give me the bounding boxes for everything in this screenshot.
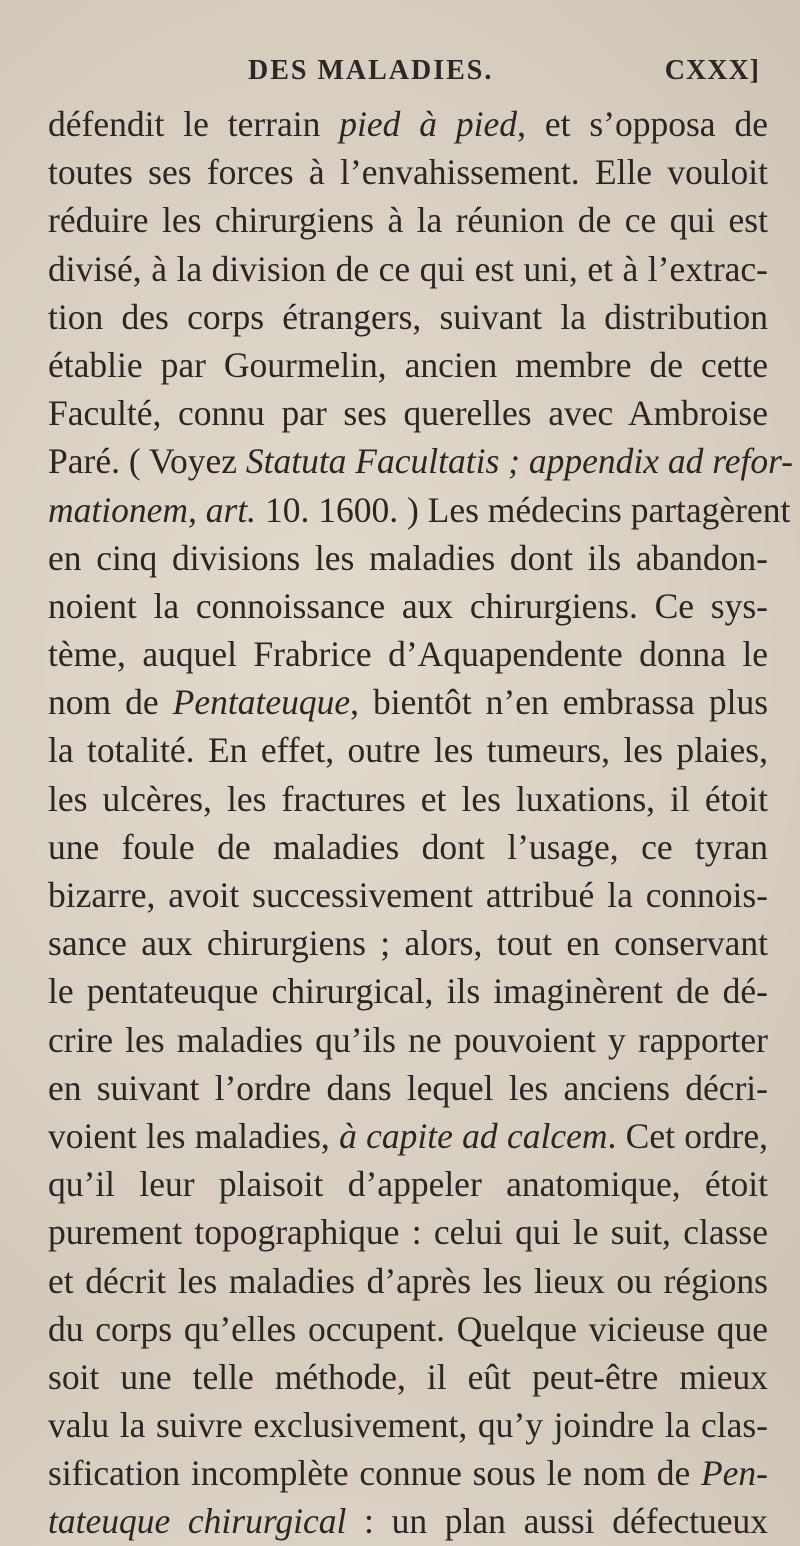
text-run: établie par Gourmelin, ancien membre de cette	[48, 344, 768, 385]
text-line	[48, 1401, 768, 1449]
text-run: crire les maladies qu’ils ne pouvoient y rapporter	[48, 1019, 768, 1060]
text-line	[48, 293, 768, 341]
text-line	[48, 1112, 768, 1160]
italic-run: mationem, art.	[48, 489, 257, 530]
text-line	[48, 534, 768, 582]
text-run: toutes ses forces à l’envahissement. Elle vouloit	[48, 152, 768, 193]
text-line	[48, 1497, 768, 1545]
text-run: sification incomplète connue sous le nom de	[48, 1453, 701, 1494]
text-line	[48, 1305, 768, 1353]
text-line	[48, 1257, 768, 1305]
text-run: . Cet ordre,	[607, 1115, 769, 1156]
text-run: purement topographique : celui qui le suit, classe	[48, 1212, 768, 1253]
text-run: la totalité. En effet, outre les tumeurs, les plaies,	[48, 730, 768, 771]
text-run: 10. 1600. ) Les médecins partagèrent	[256, 489, 791, 530]
text-line	[48, 100, 768, 148]
text-line	[48, 726, 768, 774]
text-line	[48, 389, 768, 437]
running-head: DES MALADIES.	[248, 55, 494, 86]
italic-run: pied à pied	[339, 104, 518, 144]
text-run: les ulcères, les fractures et les luxations, il étoit	[48, 778, 768, 819]
text-run: défendit le terrain	[48, 104, 340, 144]
text-run: le pentateuque chirurgical, ils imaginèrent de dé-	[48, 971, 768, 1012]
text-line	[48, 148, 768, 196]
text-run: en suivant l’ordre dans lequel les anciens décri-	[48, 1067, 768, 1108]
text-line	[48, 823, 768, 871]
text-run: tion des corps étrangers, suivant la distribution	[48, 296, 768, 337]
text-run: soit une telle méthode, il eût peut-être mieux	[48, 1356, 768, 1397]
text-line	[48, 582, 768, 630]
text-line	[48, 1160, 768, 1208]
text-line	[48, 678, 768, 726]
text-run: voient les maladies,	[48, 1115, 340, 1156]
italic-run: Pen-	[700, 1453, 768, 1494]
text-line	[48, 437, 794, 485]
page-header	[248, 55, 760, 95]
text-line	[48, 775, 768, 823]
text-line	[48, 630, 768, 678]
italic-run: à capite ad calcem	[339, 1115, 608, 1156]
text-line	[48, 196, 768, 244]
text-line	[48, 1449, 768, 1497]
text-run: tème, auquel Frabrice d’Aquapendente donna le	[48, 634, 768, 675]
italic-run: Pentateuque	[172, 682, 351, 723]
text-line	[48, 871, 768, 919]
text-line	[48, 1208, 768, 1256]
italic-run: Statuta Facultatis ; appendix ad refor-	[245, 441, 794, 482]
page-number: CXXX]	[664, 55, 760, 86]
text-run: qu’il leur plaisoit d’appeler anatomique, étoit	[48, 1164, 768, 1205]
text-line	[48, 967, 768, 1015]
text-run: et décrit les maladies d’après les lieux ou régions	[48, 1260, 768, 1301]
text-run: : un plan aussi défectueux	[346, 1501, 769, 1542]
text-run: divisé, à la division de ce qui est uni, et à l’extrac-	[48, 248, 768, 289]
body-text	[48, 100, 794, 1546]
text-run: , et s’opposa de	[517, 104, 768, 144]
text-run: en cinq divisions les maladies dont ils abandon-	[48, 537, 768, 578]
text-line	[48, 341, 768, 389]
text-line	[48, 486, 791, 534]
text-run: Paré. ( Voyez	[48, 441, 246, 482]
text-run: Faculté, connu par ses querelles avec Ambroise	[48, 393, 768, 434]
text-run: bizarre, avoit successivement attribué la connois-	[48, 875, 768, 915]
text-line	[48, 245, 768, 293]
text-line	[48, 919, 768, 967]
text-run: sance aux chirurgiens ; alors, tout en conservant	[48, 923, 768, 964]
text-run: noient la connoissance aux chirurgiens. Ce sys-	[48, 585, 768, 626]
text-run: réduire les chirurgiens à la réunion de ce qui est	[48, 200, 768, 241]
text-line	[48, 1064, 768, 1112]
text-run: valu la suivre exclusivement, qu’y joindre la clas-	[48, 1405, 768, 1446]
text-run: une foule de maladies dont l’usage, ce tyran	[48, 826, 768, 867]
text-run: nom de	[48, 682, 173, 723]
text-line	[48, 1016, 768, 1064]
text-run: du corps qu’elles occupent. Quelque vicieuse que	[48, 1308, 768, 1349]
text-line	[48, 1353, 768, 1401]
italic-run: tateuque chirurgical	[48, 1501, 347, 1542]
text-run: , bientôt n’en embrassa plus	[350, 682, 769, 723]
